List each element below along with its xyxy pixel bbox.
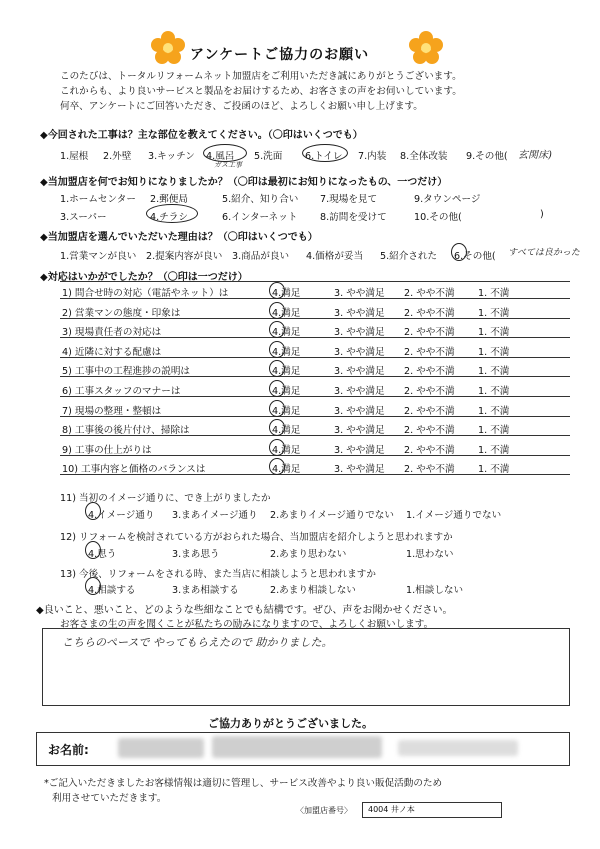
rating-option[interactable]: 3. やや満足 [334,346,385,358]
store-number-value: 4004 井ノ本 [368,805,415,814]
intro-line-2: これからも、より良いサービスと製品をお届けするため、お客さまの声をお伺いしています。 [60,86,462,97]
thanks-text: ご協力ありがとうございました。 [208,717,373,730]
q2-option[interactable]: 7.現場を見て [320,194,378,205]
rating-row-divider [60,281,570,282]
rating-option[interactable]: 2. やや不満 [404,386,455,397]
redacted-name [398,740,518,756]
rating-option[interactable]: 1. 不満 [478,346,510,358]
q1-option[interactable]: 4.風呂 [206,151,235,162]
rating-item-label: 3) 現場責任者の対応は [62,327,162,339]
handwritten-answer: 玄関床) [518,150,552,161]
q3-option[interactable]: 1.営業マンが良い [60,251,137,262]
answer-circle [85,541,101,559]
comment-prompt-1: ◆良いこと、悪いこと、どのような些細なことでも結構です。ぜひ、声をお聞かせください。 [36,605,453,616]
intro-line-3: 何卒、アンケートにご回答いただき、ご投函のほど、よろしくお願い申し上げます。 [60,101,423,112]
q13-label: 13) 今後、リフォームをされる時、また当店に相談しようと思われますか [60,569,376,580]
q12-option[interactable]: 2.あまり思わない [270,549,347,560]
rating-option[interactable]: 4.満足 [272,346,301,358]
intro-line-1: このたびは、トータルリフォームネット加盟店をご利用いただき誠にありがとうございます。 [60,71,462,82]
rating-option[interactable]: 1. 不満 [478,307,510,319]
answer-circle [269,439,285,456]
rating-item-label: 9) 工事の仕上がりは [62,444,152,456]
handwritten-answer: すべては良かった [508,248,580,258]
flower-left-icon [150,30,186,66]
q3-option[interactable]: 6.その他( [454,251,496,262]
handwritten-comment: こちらのペースで やってもらえたので 助かりました。 [62,636,333,649]
rating-option[interactable]: 1. 不満 [478,366,510,378]
q2-option[interactable]: 5.紹介、知り合い [222,194,299,205]
q11-option[interactable]: 4.イメージ通り [88,510,155,521]
rating-item-label: 2) 営業マンの態度・印象は [62,307,181,319]
q2-option[interactable]: 4.チラシ [150,212,188,223]
q2-option[interactable]: 1.ホームセンター [60,194,136,205]
rating-option[interactable]: 4.満足 [272,425,301,437]
rating-option[interactable]: 3. やや満足 [334,366,385,378]
q1-option[interactable]: 1.屋根 [60,151,89,162]
rating-option[interactable]: 4.満足 [272,444,301,456]
rating-option[interactable]: 3. やや満足 [334,327,385,339]
flower-right-icon [408,30,444,66]
q1-option[interactable]: 5.洗面 [254,151,283,162]
rating-option[interactable]: 4.満足 [272,405,301,417]
q2-option[interactable]: 9.タウンページ [414,194,481,205]
notice-line-2: 利用させていただきます。 [52,793,167,804]
rating-option[interactable]: 4.満足 [272,327,301,339]
q11-label: 11) 当初のイメージ通りに、でき上がりましたか [60,493,271,504]
q12-option[interactable]: 3.まあ思う [172,549,220,560]
answer-circle [269,282,285,299]
q11-option[interactable]: 2.あまりイメージ通りでない [270,510,394,521]
q2-option-close: ) [540,209,544,220]
rating-option[interactable]: 2. やや不満 [404,425,455,437]
q2-heading: ◆当加盟店を何でお知りになりましたか？（〇印は最初にお知りになったもの、一つだけ） [40,177,448,188]
answer-circle [269,400,285,417]
rating-option[interactable]: 3. やや満足 [334,288,385,299]
rating-option[interactable]: 4.満足 [272,307,301,319]
answer-circle [85,502,101,520]
rating-option[interactable]: 3. やや満足 [334,405,385,417]
q3-option[interactable]: 4.価格が妥当 [306,251,364,262]
q11-option[interactable]: 1.イメージ通りでない [406,510,502,521]
q12-label: 12) リフォームを検討されている方がおられた場合、当加盟店を紹介しようと思われますか [60,532,453,543]
answer-circle [302,144,348,162]
q2-option[interactable]: 3.スーパー [60,212,107,223]
q3-option[interactable]: 2.提案内容が良い [146,251,223,262]
rating-option[interactable]: 2. やや不満 [404,346,455,358]
q1-option[interactable]: 7.内装 [358,151,387,162]
q1-option[interactable]: 8.全体改装 [400,151,448,162]
rating-option[interactable]: 2. やや不満 [404,366,455,378]
answer-circle [85,577,101,595]
answer-circle [269,380,285,397]
rating-option[interactable]: 1. 不満 [478,444,510,456]
rating-option[interactable]: 4.満足 [272,366,301,378]
rating-option[interactable]: 1. 不満 [478,386,510,397]
name-label: お名前: [48,743,89,757]
rating-option[interactable]: 3. やや満足 [334,425,385,437]
rating-item-label: 7) 現場の整理・整頓は [62,405,162,417]
rating-option[interactable]: 4.満足 [272,464,301,476]
rating-option[interactable]: 2. やや不満 [404,464,455,476]
rating-option[interactable]: 1. 不満 [478,464,510,476]
rating-option[interactable]: 3. やや満足 [334,464,385,476]
q12-option[interactable]: 1.思わない [406,549,454,560]
q13-option[interactable]: 4.相談する [88,585,136,596]
rating-item-label: 5) 工事中の工程進捗の説明は [62,366,191,378]
rating-option[interactable]: 1. 不満 [478,288,510,299]
rating-option[interactable]: 2. やや不満 [404,444,455,456]
store-number-label: 〈加盟店番号〉 [296,806,352,815]
q13-option[interactable]: 2.あまり相談しない [270,585,356,596]
rating-item-label: 6) 工事スタッフのマナーは [62,386,181,397]
rating-option[interactable]: 1. 不満 [478,425,510,437]
answer-circle [146,204,198,223]
q1-option[interactable]: 9.その他( [466,151,508,162]
answer-circle [451,243,467,261]
redacted-name [118,738,204,758]
q4-heading: ◆対応はいかがでしたか？（〇印は一つだけ） [40,272,248,283]
rating-option[interactable]: 2. やや不満 [404,327,455,339]
page-title: アンケートご協力のお願い [190,47,370,63]
rating-item-label: 10) 工事内容と価格のバランスは [62,464,206,476]
notice-line-1: *ご記入いただきましたお客様情報は適切に管理し、サービス改善やより良い販促活動のため [44,778,443,789]
answer-circle [269,341,285,358]
q2-option[interactable]: 10.その他( [414,212,462,223]
q1-option[interactable]: 3.キッチン [148,151,195,162]
rating-option[interactable]: 2. やや不満 [404,288,455,299]
rating-option[interactable]: 3. やや満足 [334,444,385,456]
answer-circle [269,302,285,319]
q13-option[interactable]: 1.相談しない [406,585,464,596]
q2-option[interactable]: 2.郵便局 [150,194,188,205]
rating-item-label: 4) 近隣に対する配慮は [62,346,162,358]
redacted-name [212,736,382,758]
rating-option[interactable]: 3. やや満足 [334,386,385,397]
rating-option[interactable]: 4.満足 [272,386,301,397]
q13-option[interactable]: 3.まあ相談する [172,585,239,596]
rating-item-label: 1) 問合せ時の対応（電話やネット）は [62,288,229,299]
q2-option[interactable]: 6.インターネット [222,212,298,223]
q11-option[interactable]: 3.まあイメージ通り [172,510,258,521]
q3-option[interactable]: 5.紹介された [380,251,438,262]
handwritten-note: ガス工事 [214,161,242,169]
comment-prompt-2: お客さまの生の声を聞くことが私たちの励みになりますので、よろしくお願いします。 [60,619,434,630]
q1-option[interactable]: 6.トイレ [305,151,343,162]
rating-option[interactable]: 2. やや不満 [404,307,455,319]
rating-option[interactable]: 1. 不満 [478,327,510,339]
q1-option[interactable]: 2.外壁 [103,151,132,162]
rating-option[interactable]: 1. 不満 [478,405,510,417]
rating-option[interactable]: 2. やや不満 [404,405,455,417]
rating-option[interactable]: 3. やや満足 [334,307,385,319]
q3-option[interactable]: 3.商品が良い [232,251,290,262]
rating-option[interactable]: 4.満足 [272,288,301,299]
q3-heading: ◆当加盟店を選んでいただいた理由は？（〇印はいくつでも） [40,232,318,243]
rating-item-label: 8) 工事後の後片付け、掃除は [62,425,190,437]
q12-option[interactable]: 4.思う [88,549,117,560]
q2-option[interactable]: 8.訪問を受けて [320,212,387,223]
q1-heading: ◆今回された工事は？主な部位を教えてください。（〇印はいくつでも） [40,130,363,141]
